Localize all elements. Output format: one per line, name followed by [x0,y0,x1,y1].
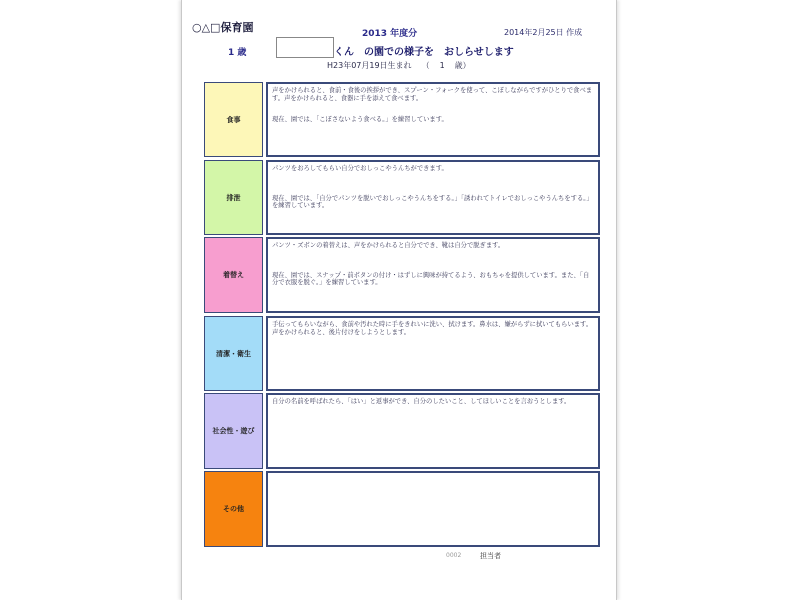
content-box-other [266,471,600,547]
age-paren-close: ） [462,61,471,70]
category-label-other: その他 [204,471,263,547]
content-box-social-play [266,393,600,469]
content-text: 現在、園では、「こぼさないよう食べる。」を練習しています。 [272,116,448,124]
section-toilet [204,160,600,235]
category-label-hygiene: 清潔・衛生 [204,316,263,391]
content-text: パンツ・ズボンの着替えは、声をかけられると自分ででき、靴は自分で脱ぎます。 [272,242,505,249]
fiscal-year: 2013 年度分 [362,29,418,39]
school-name: ○△□保育園 [192,21,254,34]
content-text: パンツをおろしてもらい自分でおしっこやうんちができます。 [272,165,448,172]
category-label-toilet: 排泄 [204,160,263,235]
content-text: 現在、園では、スナップ・前ボタンの付け・はずしに興味が持てるよう、おもちゃを提供しています。また、「自分で衣服を脱ぐ。」を練習しています。 [272,271,590,287]
age-value: 1 [439,61,445,70]
report-page [181,0,617,600]
staff-label: 担当者 [480,552,501,560]
section-hygiene [204,316,600,391]
category-label-social-play: 社会性・遊び [204,393,263,469]
content-box-hygiene [266,316,600,391]
content-box-dressing [266,237,600,313]
content-text: 手伝ってもらいながら、食前や汚れた時に手をきれいに洗い、拭けます。鼻水は、嫌がらずに拭いてもらいます。声をかけられると、後片付けをしようとします。 [272,321,593,336]
content-box-toilet [266,160,600,235]
birth-date-line [327,60,471,71]
section-dressing [204,237,600,313]
section-social-play [204,393,600,469]
birth-date: H23年07月19日生まれ [327,61,412,70]
footer-code: 0002 [446,552,462,559]
section-other [204,471,600,547]
report-title: くん の園での様子を おしらせします [334,47,514,58]
content-text: 声をかけられると、食前・食後の挨拶ができ、スプーン・フォークを使って、こぼしながらですがひとりで食べます。声をかけられると、食器に手を添えて食べます。 [272,87,593,102]
section-meal [204,82,600,157]
age-label: 1 歳 [228,48,247,58]
content-text: 自分の名前を呼ばれたら、「はい」と返事ができ、自分のしたいこと、してほしいことを言おうとします。 [272,398,571,405]
age-unit: 歳 [454,61,463,70]
child-name-box [276,37,334,58]
created-date: 2014年2月25日 作成 [504,28,583,37]
age-paren-open: （ [421,61,430,70]
category-label-meal: 食事 [204,82,263,157]
content-text: 現在、園では、「自分でパンツを脱いでおしっこやうんちをする。」「誘われてトイレでおしっこやうんちをする。」を練習しています。 [272,194,593,210]
content-box-meal [266,82,600,157]
category-label-dressing: 着替え [204,237,263,313]
